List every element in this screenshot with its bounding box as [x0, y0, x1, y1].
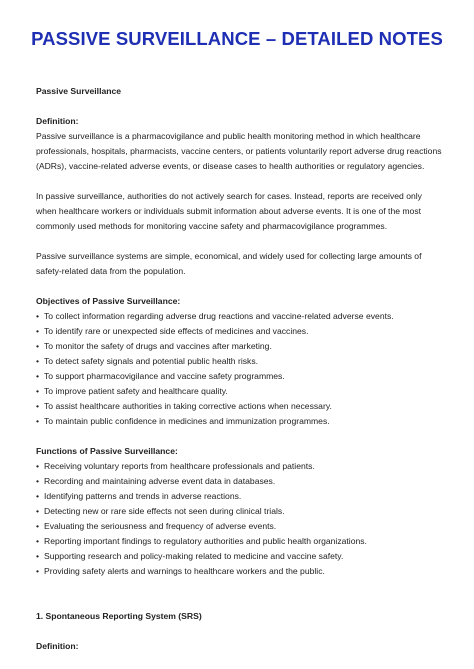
document-body — [36, 84, 444, 654]
list-item: • To collect information regarding adverse drug reactions and vaccine-related adverse events. — [36, 311, 394, 321]
list-item: • To identify rare or unexpected side effects of medicines and vaccines. — [36, 326, 309, 336]
list-item: • Reporting important findings to regulatory authorities and public health organizations. — [36, 536, 367, 546]
section-heading-srs: 1. Spontaneous Reporting System (SRS) — [36, 611, 202, 621]
functions-list — [36, 459, 444, 579]
objectives-list — [36, 309, 444, 429]
section-heading-functions: Functions of Passive Surveillance: — [36, 446, 178, 456]
section-heading-passive-surveillance: Passive Surveillance — [36, 86, 122, 96]
list-item: • Providing safety alerts and warnings to healthcare workers and the public. — [36, 566, 325, 576]
list-item: • Recording and maintaining adverse event data in databases. — [36, 476, 276, 486]
list-item: • Receiving voluntary reports from healthcare professionals and patients. — [36, 461, 315, 471]
list-item: • To support pharmacovigilance and vaccine safety programmes. — [36, 371, 285, 381]
section-heading-objectives: Objectives of Passive Surveillance: — [36, 296, 181, 306]
list-item: • Evaluating the seriousness and frequency of adverse events. — [36, 521, 277, 531]
paragraph-definition: Passive surveillance is a pharmacovigilance and public health monitoring method in which healthcare professionals, hospitals, pharmacists, vaccine centers, or patients voluntarily report adverse drug reactions (ADRs), vaccine-related adverse events, or disease cases to health authorities or regulatory agencies. — [36, 131, 442, 171]
list-item: • To detect safety signals and potential public health risks. — [36, 356, 259, 366]
srs-definition-heading: Definition: — [36, 641, 79, 651]
list-item: • To improve patient safety and healthcare quality. — [36, 386, 228, 396]
definition-heading: Definition: — [36, 116, 79, 126]
list-item: • To maintain public confidence in medicines and immunization programmes. — [36, 416, 330, 426]
paragraph-systems: Passive surveillance systems are simple, economical, and widely used for collecting large amounts of safety-related data from the population. — [36, 251, 422, 276]
list-item: • Supporting research and policy-making related to medicine and vaccine safety. — [36, 551, 344, 561]
document-title: PASSIVE SURVEILLANCE – DETAILED NOTES — [31, 28, 443, 49]
list-item: • Detecting new or rare side effects not seen during clinical trials. — [36, 506, 285, 516]
list-item: • To assist healthcare authorities in taking corrective actions when necessary. — [36, 401, 332, 411]
list-item: • To monitor the safety of drugs and vaccines after marketing. — [36, 341, 272, 351]
list-item: • Identifying patterns and trends in adverse reactions. — [36, 491, 242, 501]
paragraph-method: In passive surveillance, authorities do not actively search for cases. Instead, reports are received only when healthcare workers or individuals submit information about adverse events. It is one of the most commonly used methods for monitoring vaccine safety and pharmacovigilance programmes. — [36, 191, 422, 231]
